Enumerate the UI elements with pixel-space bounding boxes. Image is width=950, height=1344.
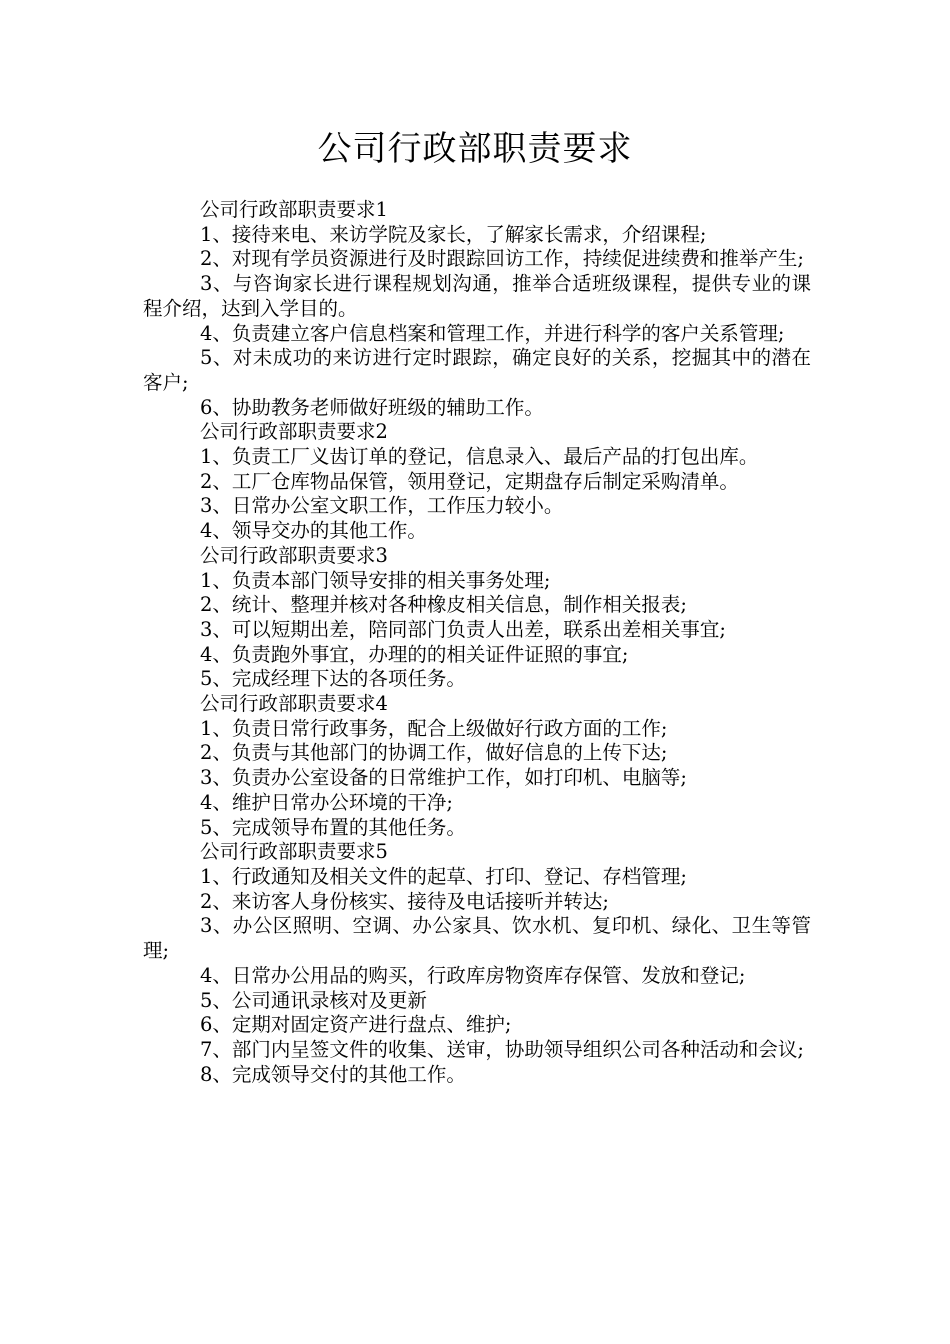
paragraph: 1、负责日常行政事务，配合上级做好行政方面的工作; — [200, 716, 668, 740]
document-body — [143, 198, 811, 1087]
paragraph: 5、完成领导布置的其他任务。 — [200, 815, 466, 839]
paragraph: 5、完成经理下达的各项任务。 — [200, 667, 466, 691]
paragraph: 5、对未成功的来访进行定时跟踪，确定良好的关系，挖掘其中的潜在客户; — [143, 346, 811, 394]
paragraph: 3、日常办公室文职工作，工作压力较小。 — [200, 494, 564, 518]
paragraph: 1、负责工厂义齿订单的登记，信息录入、最后产品的打包出库。 — [200, 445, 759, 469]
paragraph: 1、接待来电、来访学院及家长，了解家长需求，介绍课程; — [200, 222, 707, 246]
paragraph: 6、定期对固定资产进行盘点、维护; — [200, 1013, 512, 1037]
paragraph: 1、负责本部门领导安排的相关事务处理; — [200, 568, 551, 592]
paragraph: 4、维护日常办公环境的干净; — [200, 790, 453, 814]
paragraph: 8、完成领导交付的其他工作。 — [200, 1062, 466, 1086]
paragraph: 4、领导交办的其他工作。 — [200, 519, 427, 543]
paragraph: 5、公司通讯录核对及更新 — [200, 988, 427, 1012]
paragraph: 2、负责与其他部门的协调工作，做好信息的上传下达; — [200, 741, 668, 765]
paragraph: 4、负责建立客户信息档案和管理工作，并进行科学的客户关系管理; — [200, 321, 785, 345]
paragraph: 2、对现有学员资源进行及时跟踪回访工作，持续促进续费和推举产生; — [200, 247, 804, 271]
section-heading: 公司行政部职责要求2 — [200, 420, 388, 444]
section-heading: 公司行政部职责要求1 — [200, 198, 388, 221]
section-heading: 公司行政部职责要求5 — [200, 840, 388, 864]
paragraph: 7、部门内呈签文件的收集、送审，协助领导组织公司各种活动和会议; — [200, 1037, 804, 1061]
paragraph: 4、日常办公用品的购买，行政库房物资库存保管、发放和登记; — [200, 963, 746, 987]
paragraph: 2、工厂仓库物品保管，领用登记，定期盘存后制定采购清单。 — [200, 469, 739, 493]
paragraph: 4、负责跑外事宜，办理的的相关证件证照的事宜; — [200, 642, 629, 666]
paragraph: 6、协助教务老师做好班级的辅助工作。 — [200, 395, 544, 419]
paragraph: 2、统计、整理并核对各种橡皮相关信息，制作相关报表; — [200, 593, 687, 617]
paragraph: 2、来访客人身份核实、接待及电话接听并转达; — [200, 889, 609, 913]
paragraph: 3、负责办公室设备的日常维护工作，如打印机、电脑等; — [200, 766, 687, 790]
section-heading: 公司行政部职责要求3 — [200, 543, 388, 567]
paragraph: 3、与咨询家长进行课程规划沟通，推举合适班级课程，提供专业的课程介绍，达到入学目的。 — [143, 272, 811, 320]
paragraph: 3、办公区照明、空调、办公家具、饮水机、复印机、绿化、卫生等管理; — [143, 914, 811, 963]
paragraph: 1、行政通知及相关文件的起草、打印、登记、存档管理; — [200, 864, 687, 888]
section-heading: 公司行政部职责要求4 — [200, 692, 388, 716]
document-title: 公司行政部职责要求 — [317, 129, 633, 169]
paragraph: 3、可以短期出差，陪同部门负责人出差，联系出差相关事宜; — [200, 617, 726, 641]
